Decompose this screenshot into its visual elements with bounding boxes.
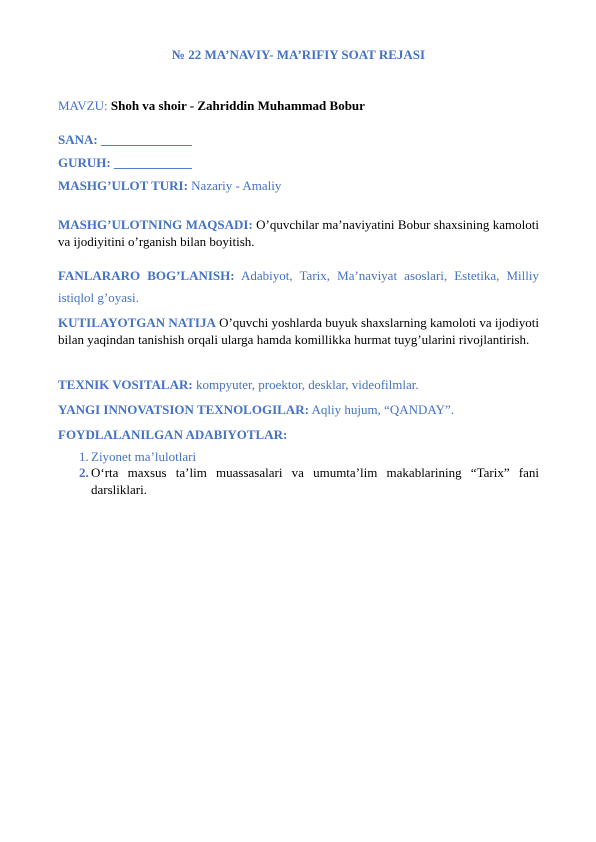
list-item-number: 2. [79, 465, 89, 480]
texnik-line [58, 377, 419, 393]
page-title: № 22 MA’NAVIY- MA’RIFIY SOAT REJASI [171, 47, 426, 62]
turi-label: MASHG’ULOT TURI: [58, 178, 188, 193]
turi-value: Nazariy - Amaliy [191, 178, 282, 193]
adabiyotlar-label: FOYDLALANILGAN ADABIYOTLAR: [58, 427, 288, 442]
guruh-label: GURUH: [58, 155, 111, 170]
texnik-label: TEXNIK VOSITALAR: [58, 377, 193, 392]
turi-line [58, 178, 281, 194]
mavzu-label: MAVZU: [58, 98, 108, 113]
innovatsion-line [58, 402, 454, 418]
innovatsion-value: Aqliy hujum, “QANDAY”. [311, 402, 454, 417]
natija-paragraph [58, 314, 539, 348]
sana-label: SANA: [58, 132, 98, 147]
guruh-value: ____________ [113, 155, 192, 170]
list-item-text: O‘rta maxsus ta’lim muassasalari va umumta’lim makablarining “Tarix” fani darsliklari. [91, 465, 539, 497]
maqsad-value: O’quvchilar ma’naviyatini Bobur shaxsining kamoloti va ijodiyitini o’rganish bilan boyitish. [58, 217, 539, 249]
fanlararo-value: Adabiyot, Tarix, Ma’naviyat asoslari, Estetika, Milliy istiqlol g’oyasi. [58, 268, 539, 305]
natija-value: O’quvchi yoshlarda buyuk shaxslarning kamoloti va ijodiyoti bilan yaqindan tanishish orqali ularga hamda komillikka hurmat tuyg’ularini rivojlantirish. [58, 315, 539, 347]
natija-label: KUTILAYOTGAN NATIJA [58, 315, 216, 330]
fanlararo-label: FANLARARO BOG’LANISH: [58, 268, 235, 283]
maqsad-label: MASHG’ULOTNING MAQSADI: [58, 217, 253, 232]
sana-line [58, 132, 192, 148]
mavzu-value: Shoh va shoir - Zahriddin Muhammad Bobur [110, 98, 365, 113]
fanlararo-paragraph [58, 265, 539, 309]
texnik-value: kompyuter, proektor, desklar, videofilmlar. [195, 377, 419, 392]
innovatsion-label: YANGI INNOVATSION TEXNOLOGILAR: [58, 402, 309, 417]
sana-value: ______________ [100, 132, 192, 147]
list-item-text: Ziyonet ma’lulotlari [91, 449, 197, 464]
list-item-number: 1. [79, 449, 89, 464]
mavzu-line [58, 98, 365, 114]
maqsad-paragraph [58, 216, 539, 250]
guruh-line [58, 155, 192, 171]
